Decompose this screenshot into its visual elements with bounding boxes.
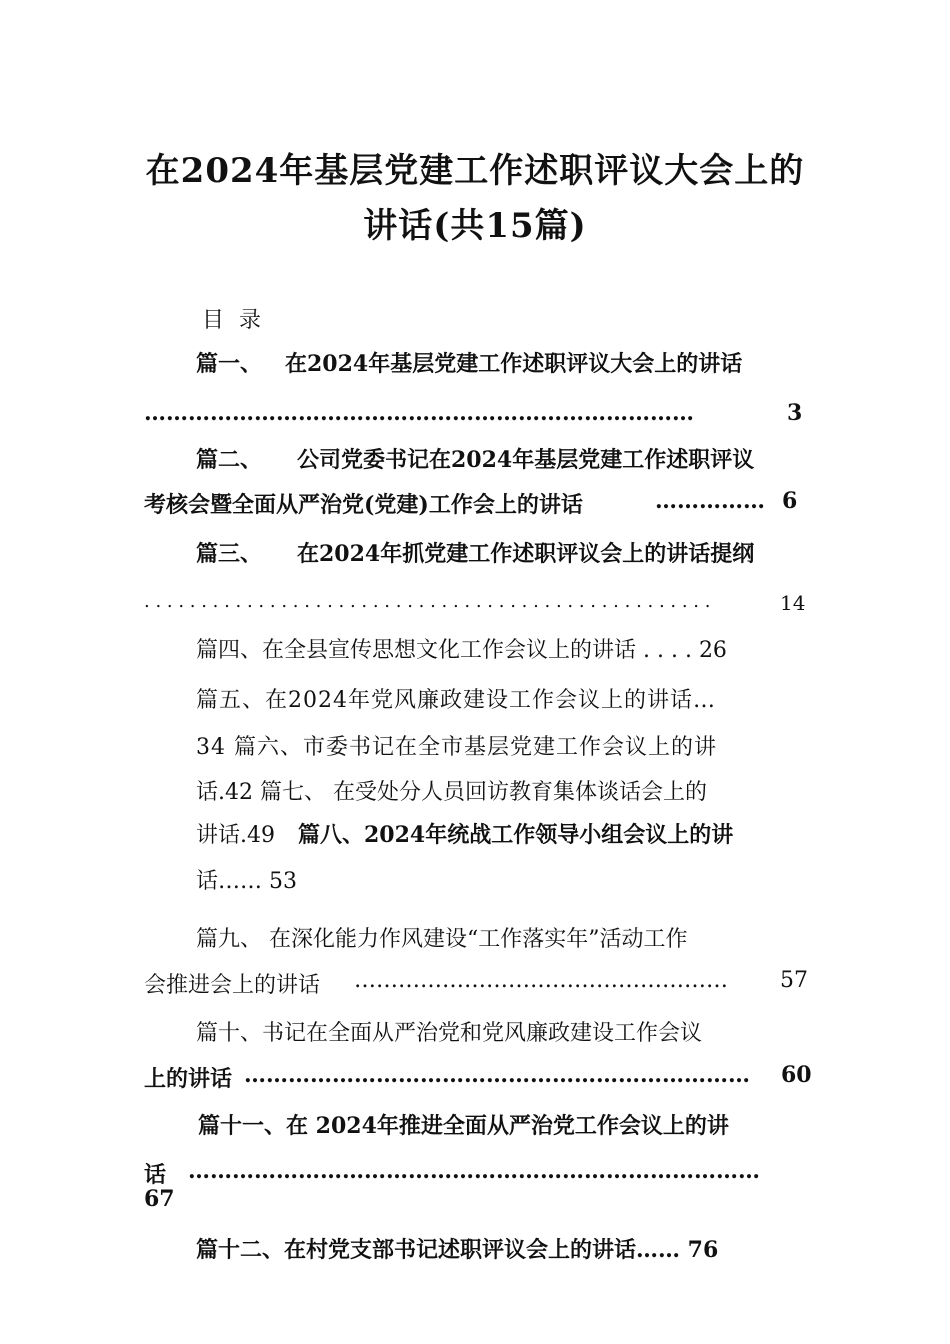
- toc-entry-3-label: 篇三、: [196, 541, 263, 567]
- toc-entry-1-label: 篇一、: [196, 351, 263, 377]
- toc-entry-8-title: 篇八、2024年统战工作领导小组会议上的讲: [298, 822, 734, 848]
- toc-entry-10-line1: 篇十、书记在全面从严治党和党风廉政建设工作会议: [196, 1021, 703, 1046]
- toc-entry-5-line3: 话.42 篇七、 在受处分人员回访教育集体谈话会上的: [196, 780, 707, 805]
- toc-entry-9-leader: ……………………………………………: [354, 968, 728, 993]
- toc-entry-10-leader: ……………………………………………………………: [244, 1062, 750, 1088]
- toc-entry-3-leader: . . . . . . . . . . . . . . . . . . . . . . . . . . . . . . . . . . . . . . . . . . . . . . . . . .: [144, 591, 711, 612]
- toc-entry-5-line1: 篇五、在2024年党风廉政建设工作会议上的讲话…: [196, 688, 716, 713]
- toc-entry-12: 篇十二、在村党支部书记述职评议会上的讲话…… 76: [196, 1237, 719, 1263]
- toc-entry-11-title-line2: 话: [144, 1162, 167, 1188]
- toc-entry-9-title-line2: 会推进会上的讲话: [144, 973, 321, 998]
- toc-entry-5-line2: 34 篇六、市委书记在全市基层党建工作会议上的讲: [196, 735, 717, 760]
- document-title-line1: 在2024年基层党建工作述职评议大会上的: [145, 151, 805, 191]
- toc-entry-2-title-line2: 考核会暨全面从严治党(党建)工作会上的讲话: [144, 492, 583, 518]
- toc-entry-2-leader: ……………: [655, 488, 765, 514]
- toc-entry-4: 篇四、在全县宣传思想文化工作会议上的讲话 . . . . 26: [196, 638, 727, 663]
- toc-entry-1-page: 3: [787, 400, 803, 426]
- toc-entry-8-page: 话…… 53: [196, 869, 297, 894]
- toc-entry-3-page: 14: [780, 591, 806, 615]
- toc-entry-9-page: 57: [780, 968, 808, 993]
- toc-entry-1-leader: …………………………………………………………………: [144, 400, 694, 426]
- document-title-line2: 讲话(共15篇): [363, 206, 587, 246]
- toc-entry-9-line1: 篇九、 在深化能力作风建设“工作落实年”活动工作: [196, 927, 688, 952]
- toc-heading: 目 录: [202, 308, 265, 333]
- toc-entry-11-page: 67: [144, 1186, 175, 1212]
- toc-entry-2-label: 篇二、: [196, 447, 263, 473]
- toc-entry-10-page: 60: [781, 1062, 812, 1088]
- toc-entry-5-line4a: 讲话.49: [196, 823, 275, 848]
- toc-entry-10-title-line2: 上的讲话: [144, 1066, 233, 1092]
- toc-entry-2-title-line1: 公司党委书记在2024年基层党建工作述职评议: [297, 447, 755, 473]
- toc-entry-11-line1: 篇十一、在 2024年推进全面从严治党工作会议上的讲: [198, 1113, 729, 1139]
- toc-entry-2-page: 6: [782, 488, 798, 514]
- toc-entry-1-title: 在2024年基层党建工作述职评议大会上的讲话: [285, 351, 743, 377]
- toc-entry-11-leader: ……………………………………………………………………: [188, 1158, 760, 1184]
- toc-entry-3-title: 在2024年抓党建工作述职评议会上的讲话提纲: [297, 541, 755, 567]
